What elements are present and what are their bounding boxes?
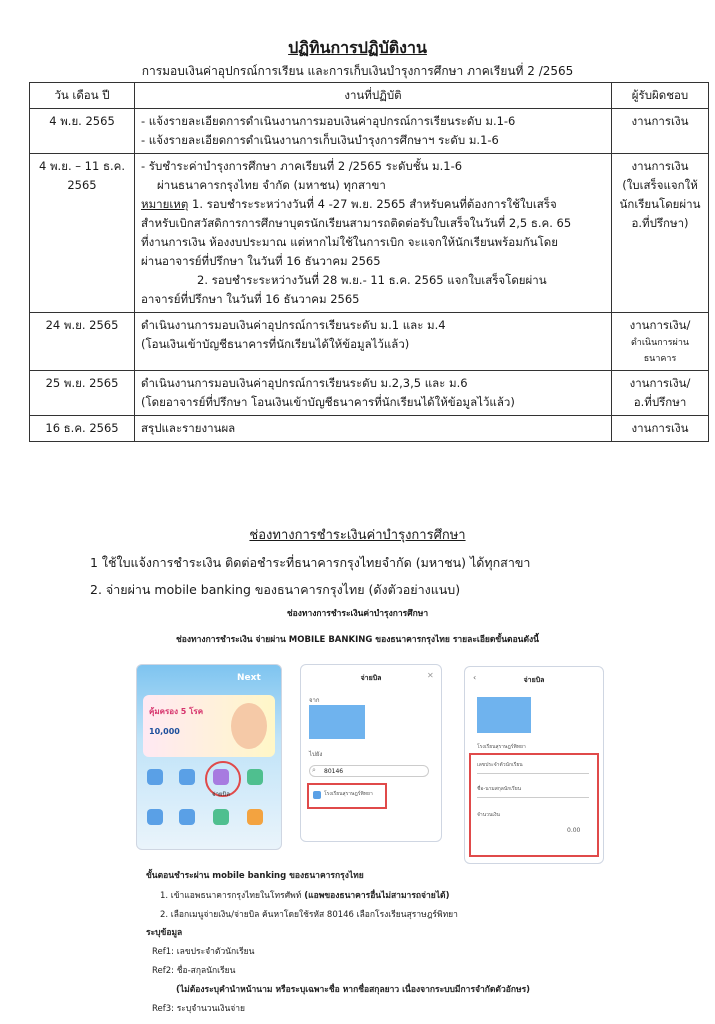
row-responsible: งานการเงิน: [612, 109, 709, 154]
page-subtitle: การมอบเงินค่าอุปกรณ์การเรียน และการเก็บเงินบำรุงการศึกษา ภาคเรียนที่ 2 /2565: [141, 64, 574, 78]
menu-scan-icon[interactable]: [147, 809, 163, 825]
screens-caption: ช่องทางการชำระเงินค่าบำรุงการศึกษา: [286, 609, 429, 619]
task-line: ผ่านธนาคารกรุงไทย จำกัด (มหาชน) ทุกสาขา: [157, 178, 386, 192]
steps-heading: ขั้นตอนชำระผ่าน mobile banking ของธนาคารกรุงไทย: [146, 871, 364, 881]
biller-result-name: โรงเรียนสุราษฎร์พิทยา: [324, 791, 373, 797]
child-photo-icon: [231, 703, 267, 749]
row-task: สรุปและรายงานผล: [135, 416, 612, 442]
menu-pay-bill-label: จ่ายบิล: [212, 791, 230, 798]
menu-other-icon[interactable]: [247, 769, 263, 785]
amount-field-label: จำนวนเงิน: [477, 812, 500, 818]
table-row: [30, 371, 709, 416]
date-line: 4 พ.ย. – 11 ธ.ค.: [39, 159, 125, 173]
row-task: [135, 371, 612, 416]
info-heading: ระบุข้อมูล: [146, 928, 183, 938]
schedule-table: [29, 82, 709, 442]
task-line: สำหรับเบิกสวัสดิการการศึกษาบุตรนักเรียนสามารถติดต่อรับใบเสร็จในวันที่ 2,5 ธ.ค. 65: [141, 216, 572, 230]
ref2-instruction: Ref2: ชื่อ-สกุลนักเรียน: [152, 966, 236, 976]
resp-line: นักเรียนโดยผ่าน: [619, 197, 701, 211]
close-icon[interactable]: ✕: [427, 671, 434, 680]
resp-line: อ.ที่ปรึกษา: [633, 395, 687, 409]
step-2: 2. เลือกเมนูจ่ายเงิน/จ่ายบิล ค้นหาโดยใช้รหัส 80146 เลือกโรงเรียนสุราษฎร์พิทยา: [160, 910, 458, 920]
task-line: - แจ้งรายละเอียดการดำเนินงานการเก็บเงินบำรุงการศึกษาฯ ระดับ ม.1-6: [141, 133, 499, 147]
menu-card-icon[interactable]: [179, 809, 195, 825]
to-label: ไปยัง: [309, 751, 323, 758]
table-header-row: [30, 83, 709, 109]
resp-line: (ใบเสร็จแจกให้: [622, 178, 698, 192]
channel-item-2: 2. จ่ายผ่าน mobile banking ของธนาคารกรุงไทย (ดังตัวอย่างแนบ): [90, 582, 461, 597]
biller-search-input[interactable]: 80146: [309, 765, 429, 777]
promo-banner: [143, 695, 275, 757]
row-date: 16 ธ.ค. 2565: [30, 416, 135, 442]
form-highlight: [469, 753, 599, 857]
date-line: 2565: [67, 178, 97, 192]
task-line: (โดยอาจารย์ที่ปรึกษา โอนเงินเข้าบัญชีธนาคารที่นักเรียนได้ให้ข้อมูลไว้แล้ว): [141, 395, 515, 409]
task-line: 1. รอบชำระระหว่างวันที่ 4 -27 พ.ย. 2565 สำหรับคนที่ต้องการใช้ใบเสร็จ: [188, 197, 557, 211]
task-line: - แจ้งรายละเอียดการดำเนินงานการมอบเงินค่าอุปกรณ์การเรียนระดับ ม.1-6: [141, 114, 516, 128]
menu-transfer-icon[interactable]: [147, 769, 163, 785]
row-date: 25 พ.ย. 2565: [30, 371, 135, 416]
resp-line: งานการเงิน/: [629, 376, 691, 390]
table-row: [30, 109, 709, 154]
search-icon: ⌕: [312, 766, 316, 774]
task-note: [141, 195, 605, 214]
channel-item-1: 1 ใช้ใบแจ้งการชำระเงิน ติดต่อชำระที่ธนาคารกรุงไทยจำกัด (มหาชน) ได้ทุกสาขา: [90, 555, 531, 570]
step-1-note: (แอพของธนาคารอื่นไม่สามารถจ่ายได้): [301, 891, 450, 901]
resp-line: ธนาคาร: [643, 354, 677, 364]
step-1: [160, 888, 449, 902]
row-date: 24 พ.ย. 2565: [30, 313, 135, 371]
header-date: วัน เดือน ปี: [30, 83, 135, 109]
row-task: [135, 154, 612, 313]
ref2-note: (ไม่ต้องระบุคำนำหน้านาม หรือระบุเฉพาะชื่อ หากชื่อสกุลยาว เนื่องจากระบบมีการจำกัดตัวอักษร): [176, 985, 531, 995]
step-1-text: 1. เข้าแอพธนาคารกรุงไทยในโทรศัพท์: [160, 891, 302, 901]
menu-invest-icon[interactable]: [213, 809, 229, 825]
promo-text: คุ้มครอง 5 โรค: [149, 707, 204, 716]
school-icon: [313, 791, 321, 799]
promo-amount: 10,000: [149, 727, 180, 736]
biller-result-highlight[interactable]: [307, 783, 387, 809]
resp-line: อ.ที่ปรึกษา): [631, 216, 689, 230]
ref2-input[interactable]: [477, 797, 589, 798]
row-responsible: [612, 313, 709, 371]
table-row: [30, 416, 709, 442]
row-responsible: [612, 371, 709, 416]
task-line: - รับชำระค่าบำรุงการศึกษา ภาคเรียนที่ 2 /2565 ระดับชั้น ม.1-6: [141, 159, 463, 173]
menu-topup-icon[interactable]: [179, 769, 195, 785]
task-line: ดำเนินงานการมอบเงินค่าอุปกรณ์การเรียนระดับ ม.2,3,5 และ ม.6: [141, 376, 468, 390]
row-task: [135, 313, 612, 371]
task-line: ดำเนินงานการมอบเงินค่าอุปกรณ์การเรียนระดับ ม.1 และ ม.4: [141, 318, 446, 332]
ref1-field-label: เลขประจำตัวนักเรียน: [477, 762, 523, 768]
header-task: งานที่ปฏิบัติ: [135, 83, 612, 109]
task-line: ผ่านอาจารย์ที่ปรึกษา ในวันที่ 16 ธันวาคม 2565: [141, 254, 381, 268]
from-label: จาก: [309, 697, 320, 704]
menu-more-icon[interactable]: [247, 809, 263, 825]
table-row: [30, 154, 709, 313]
ref3-instruction: Ref3: ระบุจำนวนเงินจ่าย: [152, 1004, 245, 1014]
task-line: (โอนเงินเข้าบัญชีธนาคารที่นักเรียนได้ให้ข้อมูลไว้แล้ว): [141, 337, 410, 351]
account-card[interactable]: [309, 705, 365, 739]
app-brand: Next: [237, 673, 261, 683]
resp-line: งานการเงิน/: [629, 318, 691, 332]
table-row: [30, 313, 709, 371]
amount-input[interactable]: 0.00: [567, 827, 581, 834]
resp-line: ดำเนินการผ่าน: [630, 338, 690, 348]
header-responsible: ผู้รับผิดชอบ: [612, 83, 709, 109]
screens-subcaption: ช่องทางการชำระเงิน จ่ายผ่าน MOBILE BANKING ของธนาคารกรุงไทย รายละเอียดขั้นตอนดังนี้: [176, 635, 539, 645]
row-responsible: [612, 154, 709, 313]
ref2-field-label: ชื่อ-นามสกุลนักเรียน: [477, 786, 522, 792]
task-line: ที่งานการเงิน ห้องงบประมาณ แต่หากไม่ใช้ในการเบิก จะแจกให้นักเรียนพร้อมกันโดย: [141, 235, 559, 249]
task-line: 2. รอบชำระระหว่างวันที่ 28 พ.ย.- 11 ธ.ค. 2565 แจกใบเสร็จโดยผ่าน: [197, 273, 547, 287]
menu-pay-bill-icon[interactable]: [213, 769, 229, 785]
screen3-title: จ่ายบิล: [523, 676, 545, 684]
account-card[interactable]: [477, 697, 531, 733]
note-label: หมายเหตุ: [141, 197, 189, 211]
ref1-input[interactable]: [477, 773, 589, 774]
page-title: ปฏิทินการปฏิบัติงาน: [288, 38, 427, 57]
row-date: [30, 154, 135, 313]
screen2-title: จ่ายบิล: [360, 674, 382, 682]
pay-bill-search-screenshot: [300, 664, 442, 842]
row-task: [135, 109, 612, 154]
task-line: อาจารย์ที่ปรึกษา ในวันที่ 16 ธันวาคม 2565: [141, 292, 360, 306]
back-arrow-icon[interactable]: ‹: [473, 673, 477, 682]
school-name: โรงเรียนสุราษฎร์พิทยา: [477, 744, 526, 750]
app-home-screenshot: [136, 664, 282, 850]
row-date: 4 พ.ย. 2565: [30, 109, 135, 154]
resp-line: งานการเงิน: [631, 159, 689, 173]
ref1-instruction: Ref1: เลขประจำตัวนักเรียน: [152, 947, 255, 957]
pay-bill-form-screenshot: [464, 666, 604, 864]
channels-title: ช่องทางการชำระเงินค่าบำรุงการศึกษา: [249, 528, 466, 543]
row-responsible: งานการเงิน: [612, 416, 709, 442]
